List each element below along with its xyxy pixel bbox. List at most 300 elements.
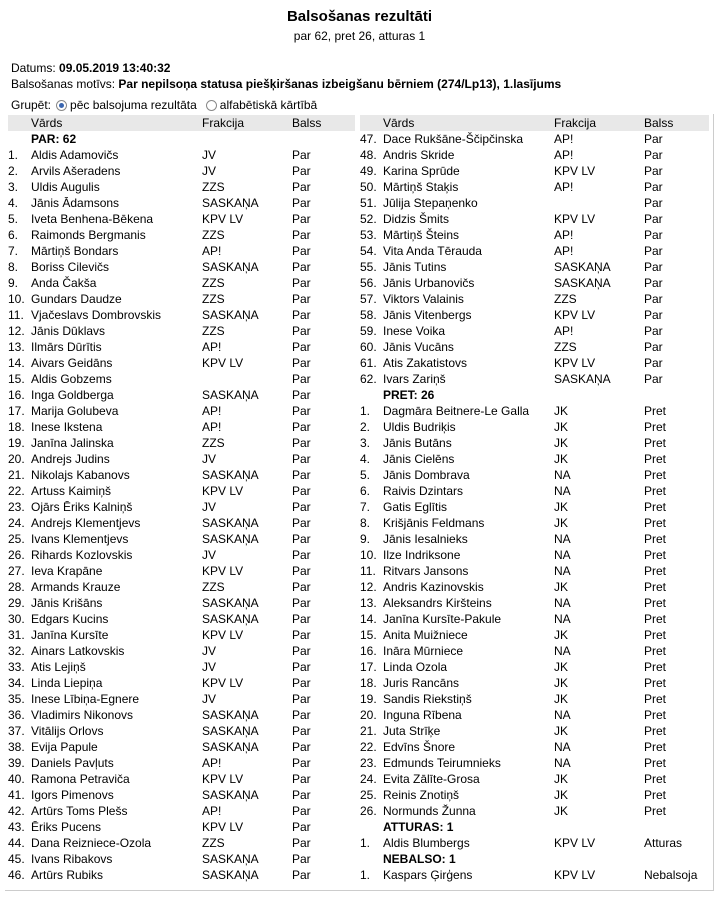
table-row [360,579,709,595]
member-vote: Par [644,244,663,258]
member-vote: Par [644,180,663,194]
row-number: 36. [8,708,25,722]
row-number: 48. [360,148,377,162]
member-vote: Par [644,164,663,178]
table-row [360,211,709,227]
member-vote: Pret [644,644,667,658]
row-number: 49. [360,164,377,178]
table-row [8,371,355,387]
member-faction: AP! [554,132,574,146]
row-number: 46. [8,868,25,882]
table-row [360,803,709,819]
member-name: Aldis Gobzems [31,372,112,386]
table-row [8,163,355,179]
table-row [360,739,709,755]
row-number: 9. [360,532,371,546]
row-number: 5. [8,212,19,226]
table-row [360,499,709,515]
member-name: Ināra Mūrniece [383,644,464,658]
table-row [360,771,709,787]
member-faction: AP! [202,340,222,354]
member-name: Ojārs Ēriks Kalniņš [31,500,133,514]
member-vote: Pret [644,788,667,802]
table-row [360,323,709,339]
row-number: 6. [8,228,19,242]
member-name: Jānis Iesalnieks [383,532,468,546]
member-name: Jānis Dombrava [383,468,470,482]
table-row [8,771,355,787]
row-number: 27. [8,564,25,578]
member-faction: JV [202,660,217,674]
member-name: Inga Goldberga [31,388,114,402]
member-name: Raimonds Bergmanis [31,228,146,242]
member-faction: JV [202,164,217,178]
table-row [360,131,709,147]
member-name: Evija Papule [31,740,98,754]
row-number: 11. [8,308,24,322]
table-row [8,227,355,243]
member-vote: Pret [644,708,667,722]
member-name: Uldis Augulis [31,180,100,194]
table-row [8,579,355,595]
table-row [360,227,709,243]
member-vote: Pret [644,452,667,466]
member-faction: JK [554,452,569,466]
member-faction: JK [554,660,569,674]
member-faction: JK [554,724,569,738]
row-number: 19. [8,436,25,450]
member-faction: NA [554,644,571,658]
section-title: PRET: 26 [383,388,435,402]
member-vote: Pret [644,580,667,594]
member-faction: SASKAŅA [554,260,611,274]
row-number: 50. [360,180,377,194]
member-name: Linda Ozola [383,660,448,674]
member-name: Edvīns Šnore [383,740,456,754]
member-name: Mārtiņš Staķis [383,180,459,194]
member-vote: Par [644,308,663,322]
member-faction: ZZS [202,292,225,306]
member-vote: Par [292,740,311,754]
row-number: 56. [360,276,377,290]
member-faction: SASKAŅA [202,740,259,754]
member-faction: JK [554,580,569,594]
member-vote: Par [292,148,311,162]
member-vote: Par [292,292,311,306]
member-vote: Par [292,772,311,786]
page-title: Balsošanas rezultāti [286,8,433,25]
table-row [8,435,355,451]
member-faction: NA [554,756,571,770]
row-number: 33. [8,660,25,674]
header-faction: Frakcija [202,116,245,130]
member-vote: Pret [644,724,667,738]
member-faction: NA [554,532,571,546]
member-faction: JK [554,628,569,642]
member-name: Vitālijs Orlovs [31,724,104,738]
member-name: Inguna Rībena [383,708,462,722]
member-vote: Pret [644,628,667,642]
row-number: 60. [360,340,377,354]
member-faction: JK [554,404,569,418]
row-number: 22. [360,740,377,754]
member-faction: AP! [202,404,222,418]
row-number: 23. [8,500,25,514]
row-number: 7. [360,500,371,514]
table-row [8,211,355,227]
table-row [360,531,709,547]
table-row [360,691,709,707]
row-number: 16. [8,388,25,402]
member-faction: AP! [554,180,574,194]
member-faction: SASKAŅA [202,612,259,626]
member-faction: JV [202,644,217,658]
row-number: 55. [360,260,377,274]
row-number: 13. [8,340,25,354]
member-name: Mārtiņš Šteins [383,228,460,242]
row-number: 15. [8,372,25,386]
row-number: 20. [8,452,25,466]
row-number: 12. [8,324,25,338]
table-row [8,691,355,707]
member-name: Arvils Ašeradens [31,164,121,178]
table-row [360,643,709,659]
member-faction: ZZS [202,836,225,850]
member-name: Normunds Žunna [383,804,476,818]
member-faction: KPV LV [202,628,244,642]
table-row [360,515,709,531]
table-row [360,419,709,435]
table-row [8,851,355,867]
table-row [8,867,355,883]
row-number: 26. [8,548,25,562]
member-faction: KPV LV [202,676,244,690]
member-faction: JV [202,500,217,514]
row-number: 7. [8,244,19,258]
member-name: Daniels Pavļuts [31,756,114,770]
member-name: Jānis Dūklavs [31,324,106,338]
member-vote: Par [292,212,311,226]
table-row [360,275,709,291]
grouping-label: Grupēt: [11,98,52,112]
table-row [360,723,709,739]
table-row [8,643,355,659]
member-faction: JK [554,788,569,802]
member-vote: Par [292,468,311,482]
row-number: 4. [360,452,371,466]
radio-alphabetical[interactable] [206,100,217,111]
table-row [8,547,355,563]
member-name: Vladimirs Nikonovs [31,708,134,722]
member-name: Anita Muižniece [383,628,468,642]
row-number: 17. [8,404,25,418]
table-row [360,243,709,259]
member-vote: Par [292,452,311,466]
radio-alphabetical-label[interactable]: alfabētiskā kārtībā [219,98,318,112]
row-number: 1. [8,148,19,162]
table-row [8,739,355,755]
column-header [360,115,709,131]
member-name: Uldis Budriķis [383,420,456,434]
table-row [8,835,355,851]
member-faction: JV [202,452,217,466]
row-number: 31. [8,628,25,642]
row-number: 26. [360,804,377,818]
member-vote: Pret [644,756,667,770]
member-vote: Par [292,580,311,594]
row-number: 20. [360,708,377,722]
member-vote: Pret [644,420,667,434]
table-row [360,659,709,675]
member-faction: SASKAŅA [202,260,259,274]
member-name: Ilmārs Dūrītis [31,340,102,354]
member-name: Edgars Kucins [31,612,109,626]
motive-line [11,77,561,91]
member-name: Igors Pimenovs [31,788,114,802]
member-faction: NA [554,548,571,562]
header-vote: Balss [644,116,674,130]
member-vote: Par [292,164,311,178]
member-faction: SASKAŅA [554,372,611,386]
member-vote: Nebalsoja [644,868,698,882]
member-faction: JK [554,516,569,530]
member-vote: Par [292,564,311,578]
section-header [8,131,355,147]
table-row [360,339,709,355]
table-row [8,483,355,499]
member-vote: Pret [644,564,667,578]
member-faction: AP! [554,324,574,338]
member-vote: Par [292,356,311,370]
member-name: Iveta Benhena-Bēkena [31,212,154,226]
table-row [8,563,355,579]
member-name: Atis Zakatistovs [383,356,468,370]
member-vote: Par [292,308,311,322]
vote-summary: par 62, pret 26, atturas 1 [293,29,426,43]
row-number: 34. [8,676,25,690]
table-row [8,323,355,339]
row-number: 9. [8,276,19,290]
member-vote: Par [292,500,311,514]
row-number: 35. [8,692,25,706]
member-vote: Par [292,532,311,546]
member-vote: Par [292,436,311,450]
row-number: 53. [360,228,377,242]
row-number: 30. [8,612,25,626]
member-vote: Pret [644,548,667,562]
table-row [8,499,355,515]
member-name: Aleksandrs Kiršteins [383,596,492,610]
member-name: Reinis Znotiņš [383,788,460,802]
row-number: 2. [360,420,371,434]
row-number: 5. [360,468,371,482]
member-faction: SASKAŅA [202,468,259,482]
member-faction: KPV LV [554,356,596,370]
row-number: 25. [8,532,25,546]
table-row [8,403,355,419]
row-number: 24. [8,516,25,530]
table-row [360,355,709,371]
table-row [360,787,709,803]
row-number: 8. [8,260,19,274]
member-vote: Atturas [644,836,683,850]
row-number: 2. [8,164,19,178]
member-faction: KPV LV [202,356,244,370]
row-number: 1. [360,836,371,850]
member-faction: NA [554,468,571,482]
section-title: PAR: 62 [31,132,77,146]
member-vote: Pret [644,692,667,706]
date-value: 09.05.2019 13:40:32 [59,61,171,75]
member-faction: AP! [554,148,574,162]
member-name: Ivans Ribakovs [31,852,113,866]
member-name: Andris Kazinovskis [383,580,484,594]
table-row [360,611,709,627]
table-row [360,675,709,691]
member-vote: Par [292,516,311,530]
member-faction: JK [554,500,569,514]
member-faction: JK [554,436,569,450]
radio-by-result-label[interactable]: pēc balsojuma rezultāta [70,98,197,112]
member-faction: JV [202,548,217,562]
row-number: 58. [360,308,377,322]
member-name: Anda Čakša [31,276,97,290]
row-number: 3. [8,180,19,194]
member-faction: SASKAŅA [202,852,259,866]
table-row [360,403,709,419]
member-name: Janīna Kursīte [31,628,109,642]
member-name: Dagmāra Beitnere-Le Galla [383,404,530,418]
row-number: 10. [8,292,25,306]
member-name: Jānis Vitenbergs [383,308,472,322]
row-number: 39. [8,756,25,770]
member-faction: ZZS [202,324,225,338]
member-vote: Par [292,868,311,882]
table-row [8,531,355,547]
member-name: Jānis Ādamsons [31,196,120,210]
table-row [8,387,355,403]
member-vote: Par [292,260,311,274]
member-name: Jānis Vucāns [383,340,454,354]
row-number: 14. [8,356,25,370]
member-vote: Par [292,676,311,690]
member-vote: Par [292,820,311,834]
member-name: Aivars Geidāns [31,356,113,370]
table-row [8,355,355,371]
row-number: 24. [360,772,377,786]
header-vote: Balss [292,116,322,130]
row-number: 19. [360,692,377,706]
member-name: Jūlija Stepaņenko [383,196,478,210]
table-row [8,147,355,163]
member-name: Jānis Urbanovičs [383,276,475,290]
member-vote: Pret [644,436,667,450]
table-row [8,611,355,627]
table-row [360,195,709,211]
member-name: Janīna Jalinska [31,436,114,450]
member-faction: SASKAŅA [202,516,259,530]
row-number: 18. [8,420,25,434]
table-row [360,707,709,723]
member-name: Rihards Kozlovskis [31,548,133,562]
member-faction: SASKAŅA [554,276,611,290]
date-label: Datums: [11,61,56,75]
member-faction: NA [554,564,571,578]
row-number: 4. [8,196,19,210]
section-header [360,819,709,835]
row-number: 17. [360,660,377,674]
member-name: Gatis Eglītis [383,500,448,514]
member-faction: NA [554,740,571,754]
row-number: 16. [360,644,377,658]
member-name: Viktors Valainis [383,292,464,306]
member-faction: SASKAŅA [202,196,259,210]
table-row [360,259,709,275]
table-row [360,435,709,451]
member-name: Inese Ikstena [31,420,103,434]
radio-by-result[interactable] [56,100,67,111]
section-title: ATTURAS: 1 [383,820,454,834]
member-faction: JV [202,692,217,706]
member-faction: ZZS [202,228,225,242]
member-name: Dace Rukšāne-Ščipčinska [383,132,524,146]
member-name: Dana Reizniece-Ozola [31,836,152,850]
member-faction: JK [554,676,569,690]
member-vote: Par [292,244,311,258]
row-number: 6. [360,484,371,498]
header-faction: Frakcija [554,116,597,130]
member-vote: Par [292,804,311,818]
member-faction: KPV LV [554,308,596,322]
row-number: 61. [360,356,377,370]
motive-label: Balsošanas motīvs: [11,77,116,91]
member-name: Inese Voika [383,324,446,338]
member-faction: JV [202,148,217,162]
member-name: Aldis Adamovičs [31,148,119,162]
row-number: 28. [8,580,25,594]
member-faction: AP! [554,228,574,242]
table-row [360,307,709,323]
member-faction: JK [554,420,569,434]
member-vote: Pret [644,740,667,754]
member-faction: SASKAŅA [202,388,259,402]
table-row [360,291,709,307]
member-faction: SASKAŅA [202,868,259,882]
member-name: Krišjānis Feldmans [383,516,485,530]
member-name: Aldis Blumbergs [383,836,470,850]
member-vote: Par [292,548,311,562]
member-vote: Pret [644,660,667,674]
member-vote: Par [644,340,663,354]
table-row [360,147,709,163]
member-faction: AP! [202,420,222,434]
row-number: 8. [360,516,371,530]
table-row [360,627,709,643]
member-name: Kaspars Ģirģens [383,868,473,882]
member-vote: Pret [644,484,667,498]
member-name: Vita Anda Tērauda [383,244,482,258]
member-name: Sandis Riekstiņš [383,692,472,706]
row-number: 21. [8,468,25,482]
member-name: Armands Krauze [31,580,121,594]
table-row [8,451,355,467]
member-faction: JK [554,772,569,786]
member-vote: Par [644,148,663,162]
row-number: 23. [360,756,377,770]
member-vote: Par [292,852,311,866]
member-name: Ivans Klementjevs [31,532,129,546]
member-vote: Par [292,836,311,850]
